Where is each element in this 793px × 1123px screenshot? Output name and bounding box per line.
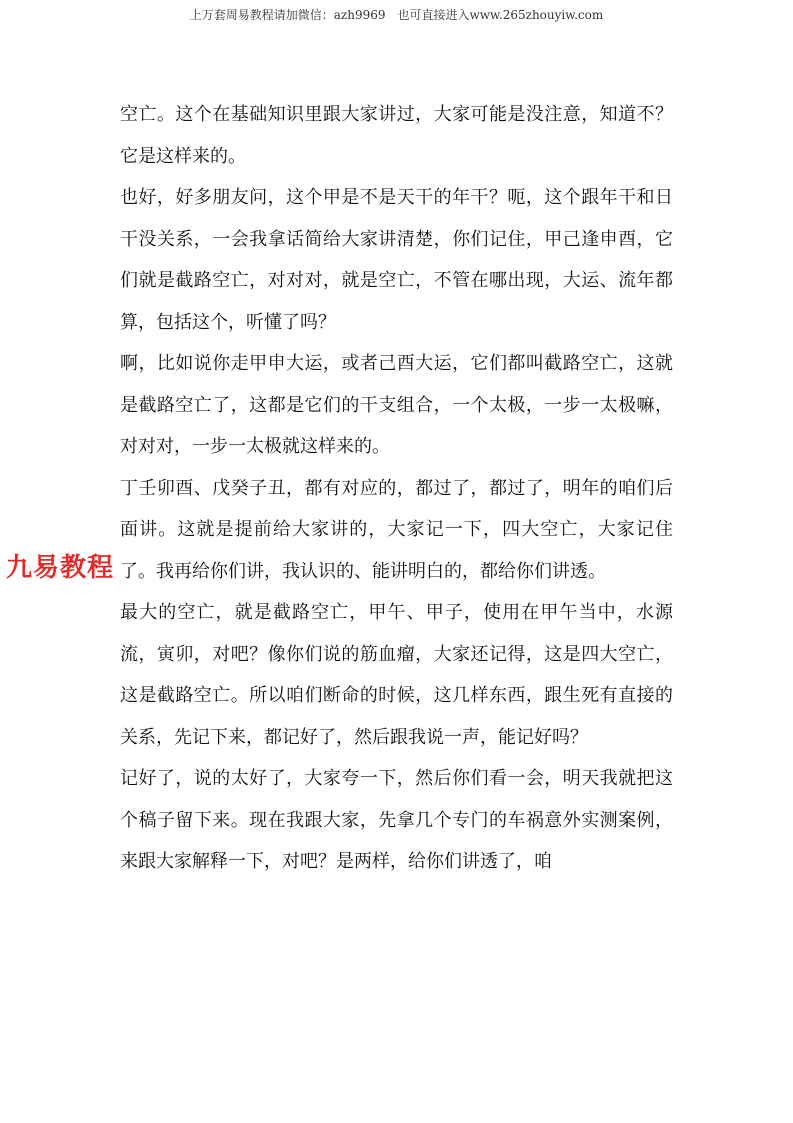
page-header: 上万套周易教程请加微信：azh9969 也可直接进入www.265zhouyiw.com: [189, 8, 604, 22]
paragraph: 记好了，说的太好了，大家夸一下，然后你们看一会，明天我就把这个稿子留下来。现在我跟大家，先拿几个专门的车祸意外实测案例，来跟大家解释一下，对吧？是两样，给你们讲透了，咱: [120, 768, 673, 872]
document-body: [120, 94, 673, 883]
paragraph: 啊，比如说你走甲申大运，或者己酉大运，它们都叫截路空亡，这就是截路空亡了，这都是它们的干支组合，一个太极，一步一太极嘛，对对对，一步一太极就这样来的。: [120, 353, 673, 457]
watermark-logo: 九易教程: [6, 553, 115, 583]
paragraph: 空亡。这个在基础知识里跟大家讲过，大家可能是没注意，知道不？它是这样来的。: [120, 104, 673, 167]
paragraph: 最大的空亡，就是截路空亡，甲午、甲子，使用在甲午当中，水源流，寅卯，对吧？像你们说的筋血瘤，大家还记得，这是四大空亡，这是截路空亡。所以咱们断命的时候，这几样东西，跟生死有直接的关系，先记下来，都记好了，然后跟我说一声，能记好吗？: [120, 602, 673, 748]
paragraph: 丁壬卯酉、戊癸子丑，都有对应的，都过了，都过了，明年的咱们后面讲。这就是提前给大家讲的，大家记一下，四大空亡，大家记住了。我再给你们讲，我认识的、能讲明白的，都给你们讲透。: [120, 477, 673, 582]
paragraph: 也好，好多朋友问，这个甲是不是天干的年干？呃，这个跟年干和日干没关系，一会我拿话简给大家讲清楚，你们记住，甲己逢申酉，它们就是截路空亡，对对对，就是空亡，不管在哪出现，大运、流年都算，包括这个，听懂了吗？: [120, 187, 673, 333]
